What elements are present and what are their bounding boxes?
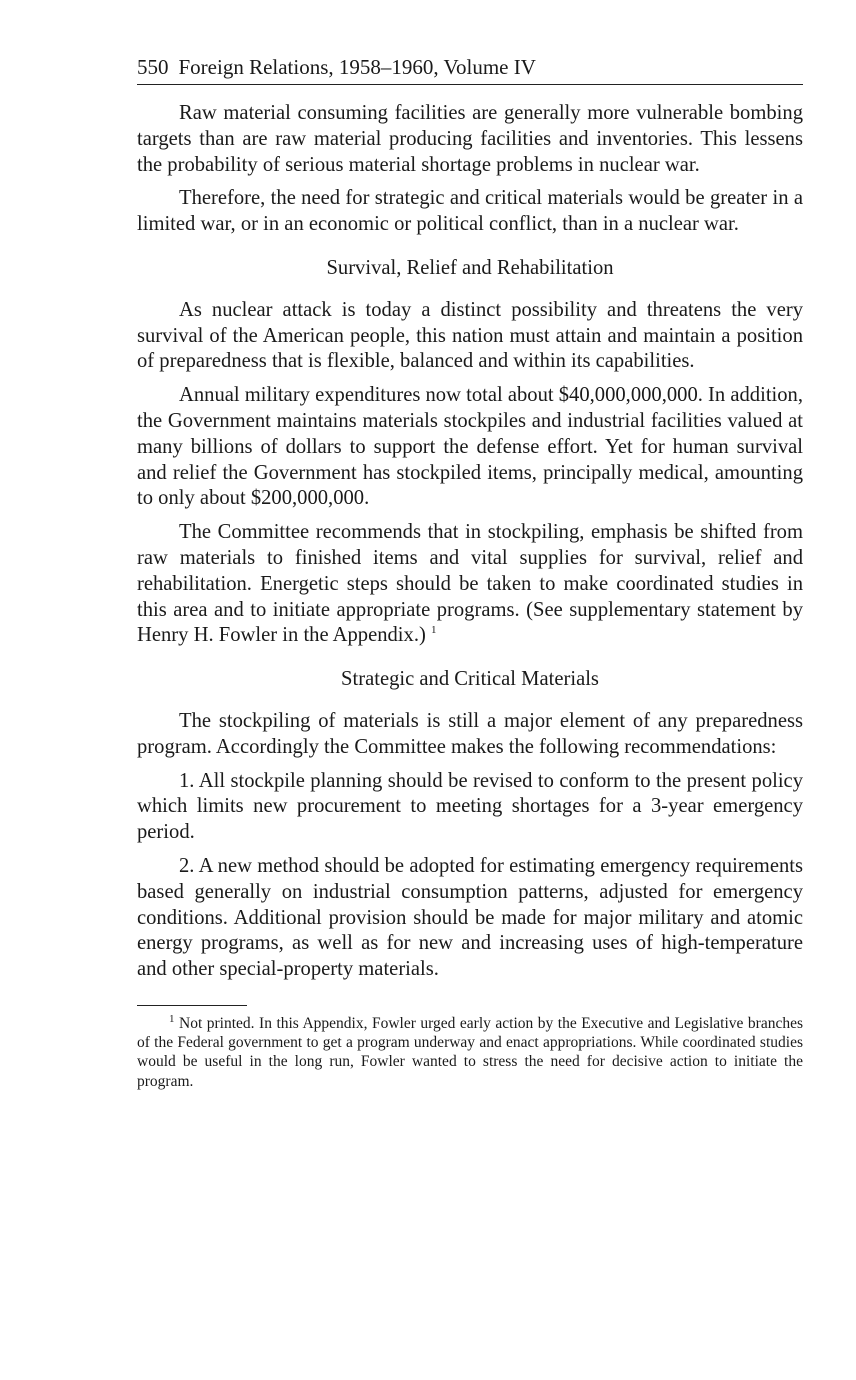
paragraph: Therefore, the need for strategic and critical materials would be greater in a limited war, or in an economic or political conflict, than in a nuclear war. xyxy=(137,187,803,236)
paragraph: Raw material consuming facilities are generally more vulnerable bombing targets than are raw material producing facilities and inventories. This lessens the probability of serious material shortage problems in nuclear war. xyxy=(137,102,803,176)
paragraph-with-footnote-ref xyxy=(137,520,803,649)
paragraph: The stockpiling of materials is still a major element of any preparedness program. Accordingly the Committee makes the following recommendations: xyxy=(137,709,803,758)
page-number: 550 xyxy=(137,55,169,79)
paragraph: As nuclear attack is today a distinct possibility and threatens the very survival of the American people, this nation must attain and maintain a position of preparedness that is flexible, balanced and within its capabilities. xyxy=(137,298,803,373)
paragraph: Annual military expenditures now total about $40,000,000,000. In addition, the Government maintains materials stockpiles and industrial facilities valued at many billions of dollars to support the defense effort. Yet for human survival and relief the Government has stockpiled items, principally medical, amounting to only about $200,000,000. xyxy=(137,384,804,510)
footnote-text: Not printed. In this Appendix, Fowler urged early action by the Executive and Legislative branches of the Federal government to get a program underway and enact appropriations. While coordinated studies would be useful in the long run, Fowler wanted to stress the need for decisive action to initiate the program. xyxy=(137,1014,803,1090)
body-text xyxy=(137,101,803,983)
numbered-recommendation: 1. All stockpile planning should be revised to conform to the present policy which limits new procurement to meeting shortages for a 3-year emergency period. xyxy=(137,769,803,844)
footnote-divider xyxy=(137,1005,247,1006)
running-head-title: Foreign Relations, 1958–1960, Volume IV xyxy=(178,55,536,79)
section-heading: Survival, Relief and Rehabilitation xyxy=(326,256,614,279)
footnote-reference[interactable]: 1 xyxy=(431,624,437,637)
section-heading: Strategic and Critical Materials xyxy=(341,668,599,691)
paragraph-text: The Committee recommends that in stockpiling, emphasis be shifted from raw materials to finished items and vital supplies for survival, relief and rehabilitation. Energetic steps should be taken to make coordinated studies in this area and to initiate appropriate programs. (See supplementary statement by Henry H. Fowler in the Appendix.) xyxy=(137,521,803,647)
footnote xyxy=(137,1014,803,1091)
document-page xyxy=(137,52,803,1091)
footnote-marker: 1 xyxy=(169,1012,175,1025)
running-head xyxy=(137,52,803,85)
numbered-recommendation: 2. A new method should be adopted for estimating emergency requirements based generally on industrial consumption patterns, adjusted for emergency conditions. Additional provision should be made for major military and atomic energy programs, as well as for new and increasing uses of high-temperature and other special-property materials. xyxy=(137,854,803,981)
